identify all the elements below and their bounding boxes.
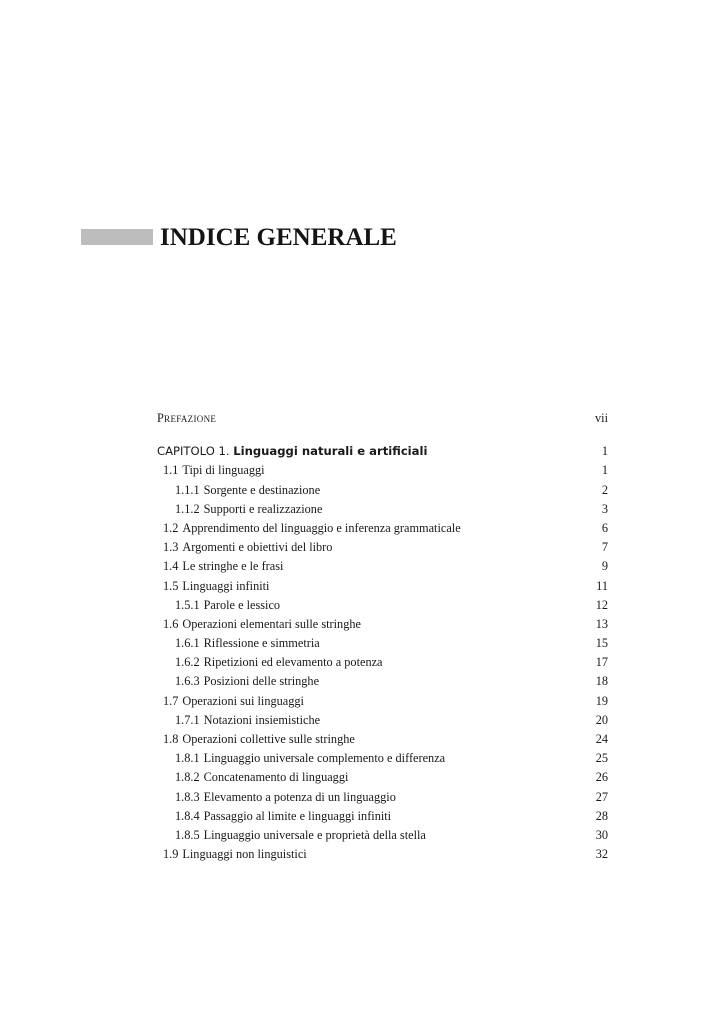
- toc-entry-number: 1.8.4: [175, 808, 200, 823]
- toc-entry-page: 20: [595, 712, 608, 727]
- toc-entry-page: 6: [601, 520, 608, 535]
- toc-entry-number: 1.7: [163, 693, 179, 708]
- toc-entry-label: Operazioni elementari sulle stringhe: [182, 616, 361, 631]
- toc-entry[interactable]: [157, 557, 608, 576]
- toc-entry[interactable]: [157, 672, 608, 691]
- toc-entry-page: 1: [601, 444, 608, 459]
- toc-entry[interactable]: [157, 653, 608, 672]
- toc-entry-number: 1.8.5: [175, 827, 200, 842]
- toc-entry-label: Riflessione e simmetria: [203, 636, 320, 651]
- toc-entry-label: Posizioni delle stringhe: [203, 674, 320, 689]
- toc-entry-page: 18: [595, 674, 608, 689]
- toc-entry-page: 25: [595, 751, 608, 766]
- toc-entry-number: 1.8.2: [175, 770, 200, 785]
- toc-entry-number: 1.6.2: [175, 655, 200, 670]
- toc-entry-number: 1.1.1: [175, 482, 200, 497]
- toc-entry[interactable]: [157, 519, 608, 538]
- toc-entry-number: 1.3: [163, 540, 179, 555]
- toc-entry-label: Le stringhe e le frasi: [182, 559, 284, 574]
- toc-entry-number: 1.8: [163, 732, 179, 746]
- title-decoration-bar: [81, 229, 153, 245]
- toc-entry-label: Parole e lessico: [203, 597, 281, 612]
- toc-entry[interactable]: [157, 845, 608, 864]
- toc-entry-number: 1.5: [163, 578, 179, 593]
- toc-entry-page: 27: [595, 789, 608, 804]
- toc-entry-page: 26: [595, 770, 608, 785]
- toc-entry[interactable]: [157, 768, 608, 787]
- toc-entry-page: 3: [601, 501, 608, 516]
- toc-entry-page: 2: [601, 482, 608, 497]
- toc-entry-number: 1.5.1: [175, 597, 200, 612]
- toc-spacer: [157, 428, 608, 442]
- chapter-name: Linguaggi naturali e artificiali: [233, 444, 428, 459]
- toc-entry-number: 1.6: [163, 616, 179, 631]
- toc-entry-page: 24: [595, 732, 608, 746]
- toc-entry-label: Notazioni insiemistiche: [203, 712, 321, 727]
- toc-entry-number: 1.1.2: [175, 501, 200, 516]
- toc-entry-page: 30: [595, 827, 608, 842]
- toc-entry[interactable]: [157, 788, 608, 807]
- toc-entry-label: Supporti e realizzazione: [203, 501, 323, 516]
- toc-entry-label: Tipi di linguaggi: [182, 463, 265, 478]
- toc-entry[interactable]: [157, 615, 608, 634]
- toc-entry[interactable]: [157, 634, 608, 653]
- toc-entry[interactable]: [157, 807, 608, 826]
- toc-entry-page: 15: [595, 636, 608, 651]
- toc-entry-label: Operazioni sui linguaggi: [182, 693, 304, 708]
- toc-entry-page: 17: [595, 655, 608, 670]
- toc-entry-number: 1.9: [163, 847, 179, 862]
- toc-entry-label: Sorgente e destinazione: [203, 482, 321, 497]
- toc-entry-label: Linguaggio universale e proprietà della stella: [203, 827, 426, 842]
- toc-entry-label: Elevamento a potenza di un linguaggio: [203, 789, 396, 804]
- toc-entry-label: Operazioni collettive sulle stringhe: [182, 732, 355, 746]
- toc-entry-label: Ripetizioni ed elevamento a potenza: [203, 655, 383, 670]
- toc-entries: [157, 461, 608, 864]
- toc-chapter-heading[interactable]: [157, 442, 608, 461]
- toc-entry-label: Linguaggi non linguistici: [182, 847, 307, 862]
- chapter-number: CAPITOLO 1.: [157, 444, 230, 459]
- toc-entry[interactable]: [157, 730, 608, 749]
- toc-entry-number: 1.8.3: [175, 789, 200, 804]
- toc-entry-number: 1.7.1: [175, 712, 200, 727]
- toc-entry-label: Linguaggio universale complemento e differenza: [203, 751, 446, 766]
- toc-entry-page: 1: [601, 463, 608, 478]
- toc-entry-label: Passaggio al limite e linguaggi infiniti: [203, 808, 392, 823]
- toc-entry-page: vii: [595, 411, 608, 425]
- toc-entry-number: 1.2: [163, 520, 179, 535]
- toc-entry[interactable]: [157, 538, 608, 557]
- page-title: INDICE GENERALE: [160, 224, 397, 251]
- toc-entry-number: 1.1: [163, 463, 179, 478]
- toc-entry-label: Prefazione: [157, 411, 217, 425]
- toc-entry-page: 28: [595, 808, 608, 823]
- toc-entry[interactable]: [157, 596, 608, 615]
- toc-entry[interactable]: [157, 461, 608, 480]
- toc-entry[interactable]: [157, 481, 608, 500]
- toc-entry-number: 1.6.3: [175, 674, 200, 689]
- table-of-contents: [157, 409, 608, 864]
- toc-entry-label: Concatenamento di linguaggi: [203, 770, 349, 785]
- toc-entry-label: Apprendimento del linguaggio e inferenza grammaticale: [182, 520, 461, 535]
- toc-entry-number: 1.4: [163, 559, 179, 574]
- toc-entry-page: 7: [601, 540, 608, 555]
- toc-entry[interactable]: [157, 500, 608, 519]
- toc-entry[interactable]: [157, 711, 608, 730]
- toc-entry[interactable]: [157, 692, 608, 711]
- toc-entry-number: 1.6.1: [175, 636, 200, 651]
- toc-entry-page: 32: [595, 847, 608, 862]
- toc-entry[interactable]: [157, 826, 608, 845]
- toc-entry-page: 13: [595, 616, 608, 631]
- toc-entry-page: 9: [601, 559, 608, 574]
- toc-entry-label: Argomenti e obiettivi del libro: [182, 540, 333, 555]
- toc-entry-page: 11: [596, 578, 608, 593]
- toc-entry-page: 19: [595, 693, 608, 708]
- toc-entry-prefazione[interactable]: [157, 409, 608, 428]
- toc-entry[interactable]: [157, 749, 608, 768]
- toc-entry-label: Linguaggi infiniti: [182, 578, 270, 593]
- toc-entry-page: 12: [595, 597, 608, 612]
- toc-entry[interactable]: [157, 577, 608, 596]
- toc-entry-number: 1.8.1: [175, 751, 200, 766]
